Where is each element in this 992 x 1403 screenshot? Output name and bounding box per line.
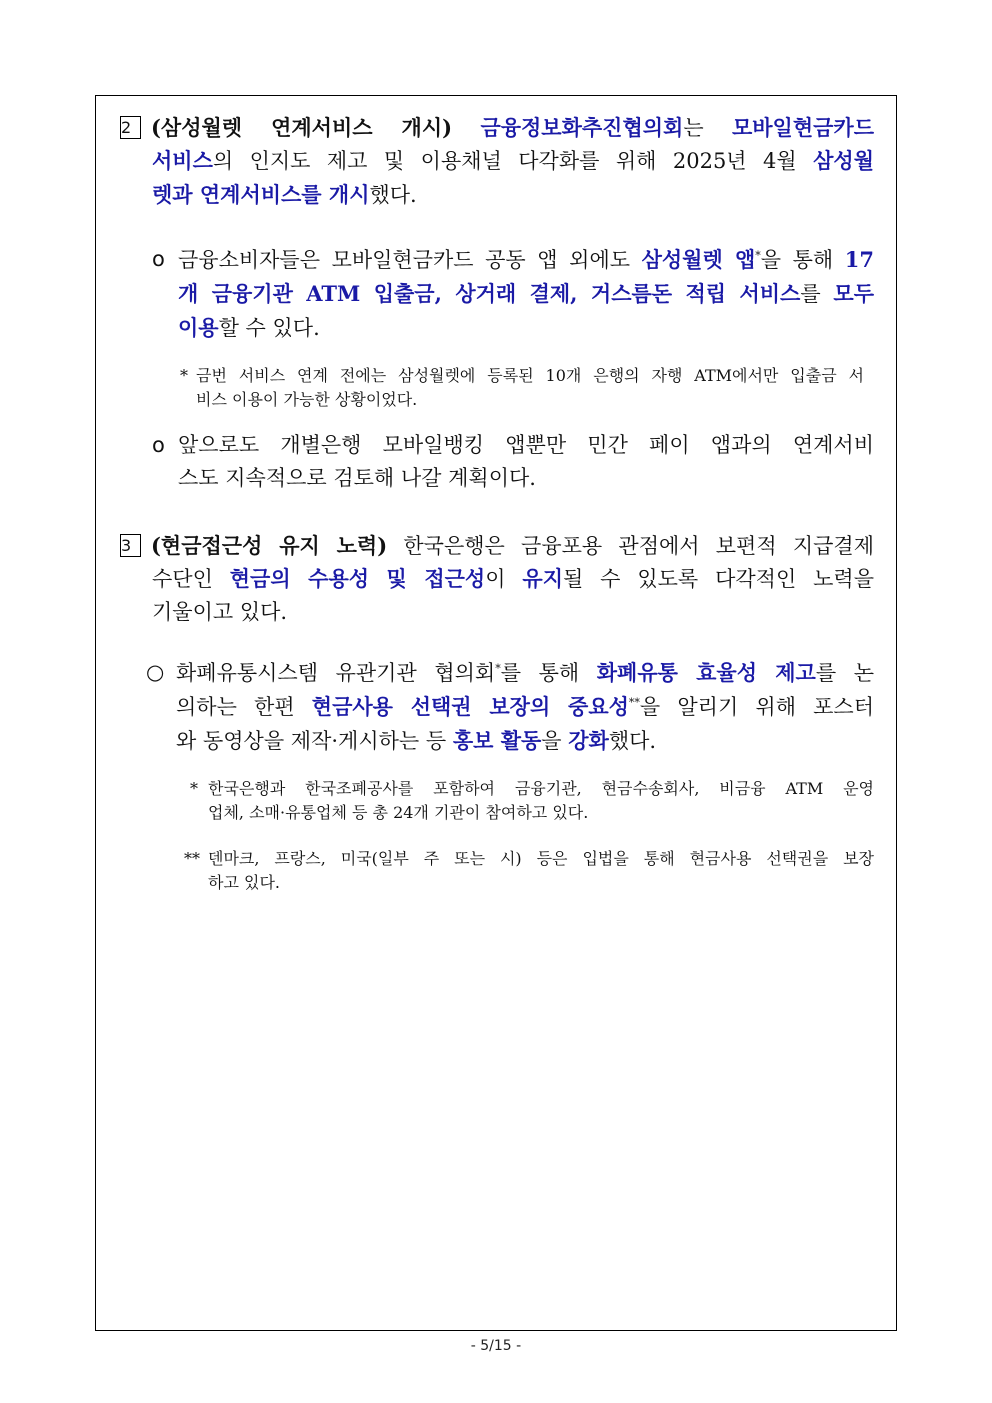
- page-number: - 5/15 -: [470, 1338, 522, 1354]
- bullet-marker: o: [152, 433, 165, 457]
- bullet-marker: o: [152, 247, 165, 271]
- section-3-heading: 3 (현금접근성 유지 노력) 한국은행은 금융포용 관점에서 보편적 지급결제: [121, 533, 874, 558]
- footnote-samsung-wallet: 금번 서비스 연계 전에는 삼성월렛에 등록된 10개 은행의 자행 ATM에서만 입출금 서 비스 이용이 가능한 상황이었다.: [196, 366, 864, 409]
- section-3-body: 수단인 현금의 수용성 및 접근성이 유지될 수 있도록 다각적인 노력을 기울이고 있다.: [152, 566, 874, 624]
- section-2-heading: 2 (삼성월렛 연계서비스 개시) 금융정보화추진협의회는 모바일현금카드: [121, 115, 874, 140]
- footnote-marker: *: [180, 366, 188, 385]
- section-2-body: 서비스의 인지도 제고 및 이용채널 다각화를 위해 2025년 4월 삼성월 렛과 연계서비스를 개시했다.: [152, 148, 874, 207]
- bullet-cash-access: 화폐유통시스템 유관기관 협의회*를 통해 화폐유통 효율성 제고를 논 의하는 한편 현금사용 선택권 보장의 중요성**을 알리기 위해 포스터 와 동영상을 제작·게시하는 등 홍보 활동을 강화했다.: [176, 660, 875, 753]
- bullet-samsung-wallet: 금융소비자들은 모바일현금카드 공동 앱 외에도 삼성월렛 앱*을 통해 17 개 금융기관 ATM 입출금, 상거래 결제, 거스름돈 적립 서비스를 모두 이용할 수 있다.: [178, 247, 874, 340]
- section-number-box: 3: [120, 534, 141, 557]
- footnote-marker: *: [190, 779, 198, 798]
- footnote-legislation: 덴마크, 프랑스, 미국(일부 주 또는 시) 등은 입법을 통해 현금사용 선택권을 보장 하고 있다.: [208, 849, 874, 892]
- section-number-box: 2: [120, 116, 141, 139]
- footnote-council-members: 한국은행과 한국조폐공사를 포함하여 금융기관, 현금수송회사, 비금융 ATM 운영 업체, 소매·유통업체 등 총 24개 기관이 참여하고 있다.: [208, 779, 874, 822]
- bullet-future-plan: 앞으로도 개별은행 모바일뱅킹 앱뿐만 민간 페이 앱과의 연계서비 스도 지속적으로 검토해 나갈 계획이다.: [178, 433, 874, 490]
- footnote-marker: **: [184, 849, 200, 868]
- bullet-marker: ○: [146, 660, 165, 684]
